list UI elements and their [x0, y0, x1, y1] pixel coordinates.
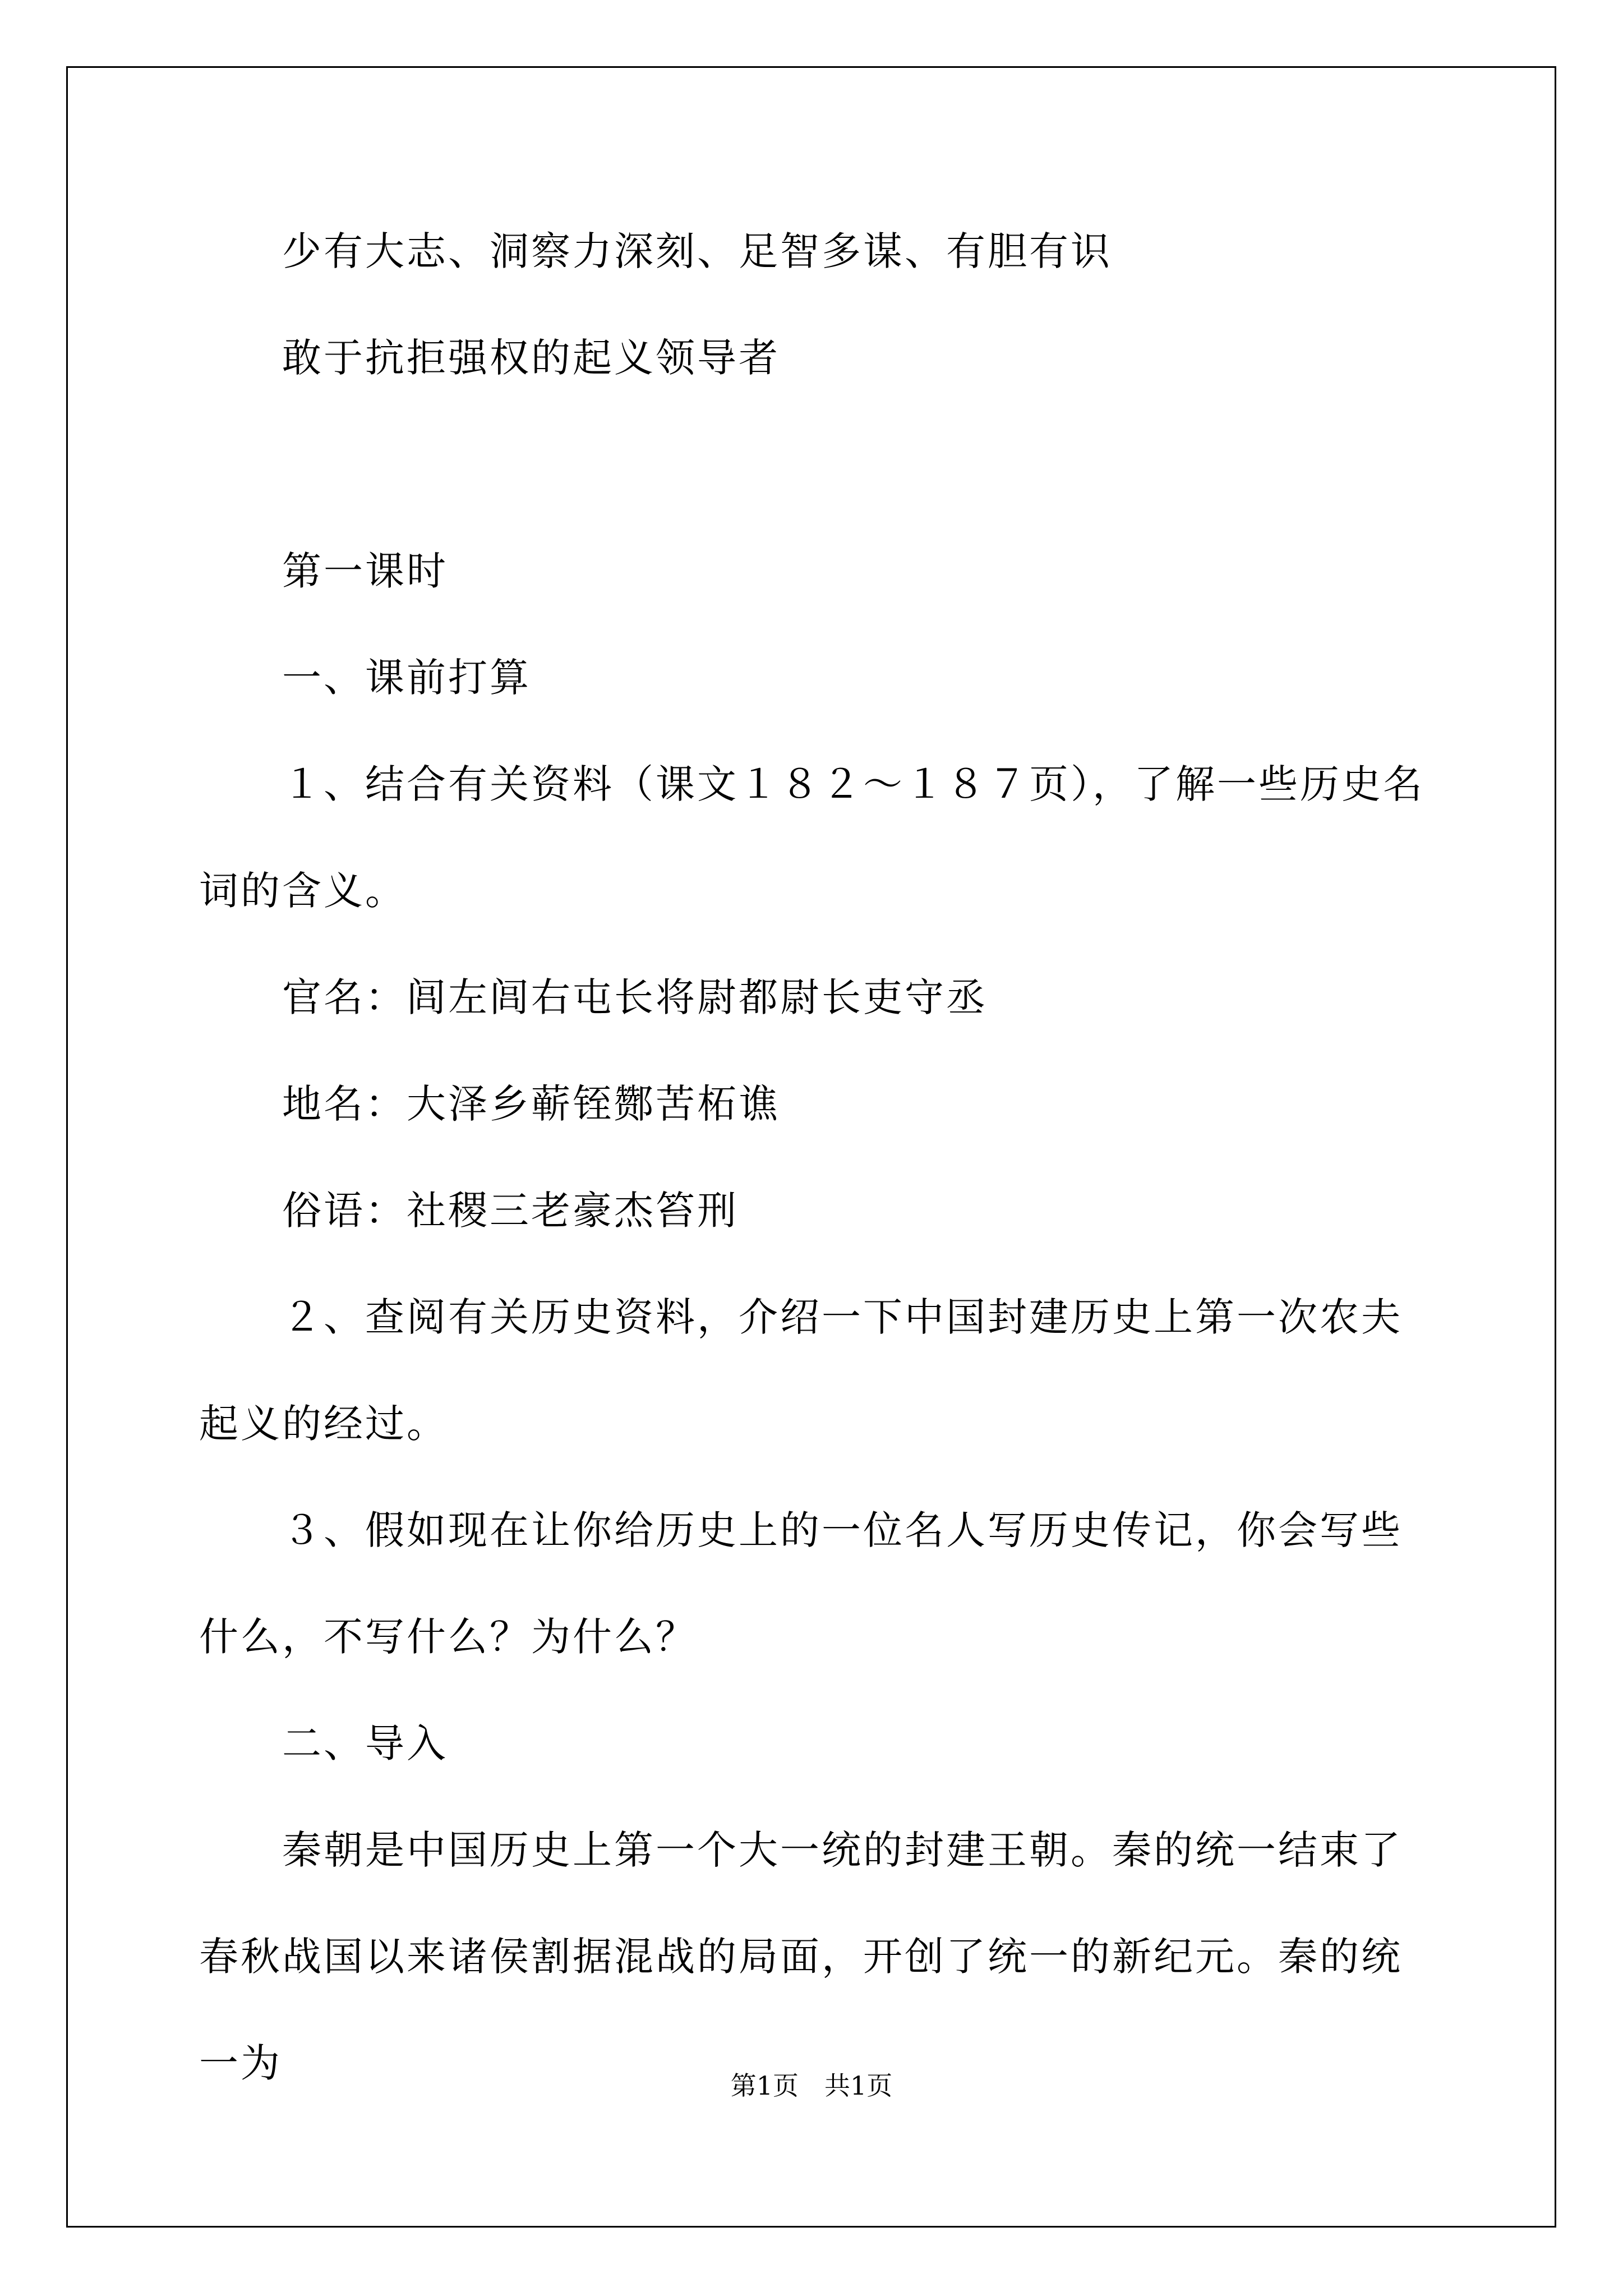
section-heading-preparation: 一、课前打算 [282, 655, 531, 701]
paragraph-task-3: ３、假如现在让你给历史上的一位名人写历史传记，你会写些什么，不写什么？为什么？ [199, 1507, 1403, 1660]
paragraph-traits: 少有大志、洞察力深刻、足智多谋、有胆有识 [282, 228, 1112, 274]
paragraph-task-1: １、结合有关资料（课文１８２～１８７页），了解一些历史名词的含义。 [199, 761, 1424, 914]
section-heading-first-lesson: 第一课时 [282, 548, 448, 594]
paragraph-common-terms: 俗语：社稷三老豪杰笞刑 [282, 1188, 739, 1234]
paragraph-leader: 敢于抗拒强权的起义领导者 [282, 335, 780, 381]
paragraph-qin-dynasty: 秦朝是中国历史上第一个大一统的封建王朝。秦的统一结束了春秋战国以来诸侯割据混战的局面，开创了统一的新纪元。秦的统一为 [199, 1827, 1403, 2086]
section-heading-introduction: 二、导入 [282, 1720, 448, 1766]
paragraph-official-titles: 官名：闾左闾右屯长将尉都尉长吏守丞 [282, 974, 988, 1020]
page-footer: 第1页 共1页 [730, 2070, 893, 2101]
paragraph-task-2: ２、查阅有关历史资料，介绍一下中国封建历史上第一次农夫起义的经过。 [199, 1294, 1403, 1447]
paragraph-place-names: 地名：大泽乡蕲铚酂苦柘谯 [282, 1081, 780, 1127]
